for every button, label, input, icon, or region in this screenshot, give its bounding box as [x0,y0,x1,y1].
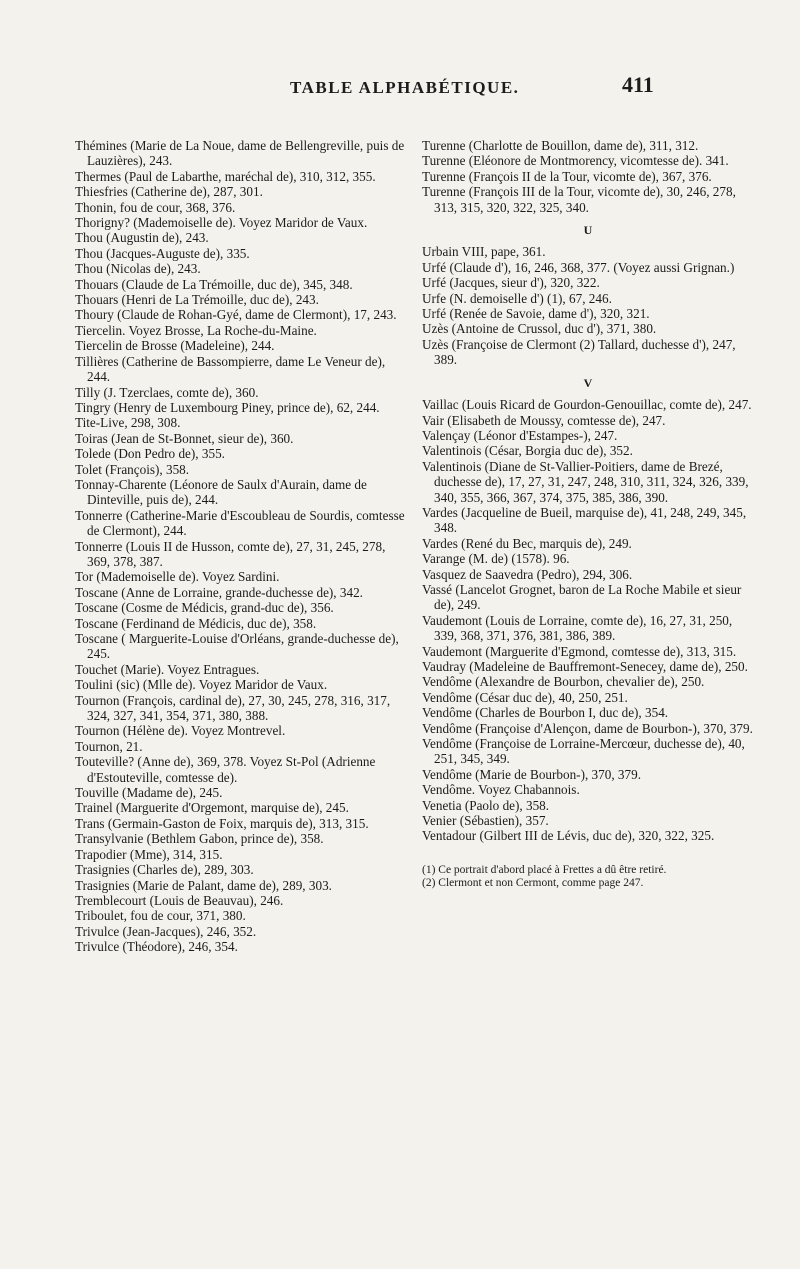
index-entry: Toscane (Cosme de Médicis, grand-duc de), 356. [75,600,334,616]
index-entry: Ventadour (Gilbert III de Lévis, duc de), 320, 322, 325. [422,828,715,844]
index-entry: Trasignies (Marie de Palant, dame de), 289, 303. [75,877,332,893]
footnotes [422,864,754,891]
index-entry: Trivulce (Jean-Jacques), 246, 352. [75,923,257,939]
index-entry: Vardes (Jacqueline de Bueil, marquise de), 41, 248, 249, 345, 348. [422,504,747,536]
index-entry: Vendôme (Charles de Bourbon I, duc de), 354. [422,705,669,721]
index-entry: Thouars (Henri de La Trémoille, duc de), 243. [75,292,319,308]
index-entry: Urfé (Jacques, sieur d'), 320, 322. [422,275,600,291]
index-entry: Thonin, fou de cour, 368, 376. [75,199,236,215]
index-entry: Urbain VIII, pape, 361. [422,244,546,260]
index-entry: Tingry (Henry de Luxembourg Piney, prince de), 62, 244. [75,399,380,415]
index-entry: Tor (Mademoiselle de). Voyez Sardini. [75,569,280,585]
left-column [75,138,407,955]
index-entry: Thermes (Paul de Labarthe, maréchal de), 310, 312, 355. [75,168,376,184]
index-entry: Trans (Germain-Gaston de Foix, marquis de), 313, 315. [75,815,369,831]
index-entry: Thiesfries (Catherine de), 287, 301. [75,184,263,200]
index-entry: Uzès (Françoise de Clermont (2) Tallard, duchesse d'), 247, 389. [422,336,736,368]
index-entry: Thou (Jacques-Auguste de), 335. [75,245,250,261]
index-entry: Tournon (Hélène de). Voyez Montrevel. [75,723,286,739]
index-entry: Toscane (Anne de Lorraine, grande-duchesse de), 342. [75,584,363,600]
index-entry: Tiercelin de Brosse (Madeleine), 244. [75,338,275,354]
index-entry: Tournon (François, cardinal de), 27, 30, 245, 278, 316, 317, 324, 327, 341, 354, 371, 380, 388. [75,692,391,724]
index-entry: Tite-Live, 298, 308. [75,415,181,431]
index-entry: Touchet (Marie). Voyez Entragues. [75,661,260,677]
right-column [422,138,754,891]
index-entry: Toulini (sic) (Mlle de). Voyez Maridor de Vaux. [75,677,328,693]
page-number: 411 [622,72,654,97]
page-header [0,68,800,108]
section-letter-v: V [583,375,593,390]
index-entry: Thouars (Claude de La Trémoille, duc de), 345, 348. [75,276,353,292]
index-entry: Tiercelin. Voyez Brosse, La Roche-du-Maine. [75,322,317,338]
entries-v [422,397,754,844]
page-title: TABLE ALPHABÉTIQUE. [290,78,520,97]
index-entry: Vassé (Lancelot Grognet, baron de La Roche Mabile et sieur de), 249. [422,581,742,613]
index-entry: Toscane ( Marguerite-Louise d'Orléans, grande-duchesse de), 245. [75,631,399,662]
index-entry: Vendôme (Françoise de Lorraine-Mercœur, duchesse de), 40, 251, 345, 349. [422,736,745,767]
index-entry: Touville (Madame de), 245. [75,785,223,801]
index-entry: Trasignies (Charles de), 289, 303. [75,862,254,878]
index-entry: Uzès (Antoine de Crussol, duc d'), 371, 380. [422,321,657,337]
index-entry: Urfé (Renée de Savoie, dame d'), 320, 321. [422,306,650,322]
index-entry: Tonnerre (Louis II de Husson, comte de), 27, 31, 245, 278, 369, 378, 387. [75,538,386,569]
index-entry: Turenne (François II de la Tour, vicomte de), 367, 376. [422,168,712,184]
index-entry: Tournon, 21. [75,738,143,754]
index-entry: Valentinois (Diane de St-Vallier-Poitiers, dame de Brezé, duchesse de), 17, 27, 31, 247, 248, 310, 311, 324, 326, 339, 340, 355, 366, 367, 374, 375, 385, 386, 390. [422,458,749,505]
index-entry: Vasquez de Saavedra (Pedro), 294, 306. [422,566,633,582]
index-entry: Triboulet, fou de cour, 371, 380. [75,908,246,924]
index-entry: Tremblecourt (Louis de Beauvau), 246. [75,892,284,908]
index-entry: Vair (Elisabeth de Moussy, comtesse de), 247. [422,412,666,428]
index-entry: Turenne (Charlotte de Bouillon, dame de), 311, 312. [422,138,699,153]
entries-u [422,244,754,367]
index-entry: Trainel (Marguerite d'Orgemont, marquise de), 245. [75,800,349,816]
footnote: (2) Clermont et non Cermont, comme page 247. [422,877,644,890]
index-entry: Urfe (N. demoiselle d') (1), 67, 246. [422,290,612,306]
index-entry: Vaudray (Madeleine de Bauffremont-Senecey, dame de), 250. [422,659,748,674]
index-entry: Vendôme (Marie de Bourbon-), 370, 379. [422,766,642,782]
index-entry: Thou (Augustin de), 243. [75,230,209,246]
index-entry: Thoury (Claude de Rohan-Gyé, dame de Clermont), 17, 243. [75,307,397,323]
index-entry: Trivulce (Théodore), 246, 354. [75,939,238,955]
index-entry: Vardes (René du Bec, marquis de), 249. [422,535,632,551]
index-entry: Transylvanie (Bethlem Gabon, prince de), 358. [75,831,324,847]
index-entry: Tilly (J. Tzerclaes, comte de), 360. [75,384,259,400]
entries-t-continued [422,138,754,215]
index-entry: Tonnay-Charente (Léonore de Saulx d'Aurain, dame de Dinteville, puis de), 244. [75,476,367,508]
index-entry: Tolede (Don Pedro de), 355. [75,446,225,462]
index-entry: Toiras (Jean de St-Bonnet, sieur de), 360. [75,430,294,446]
index-entry: Thorigny? (Mademoiselle de). Voyez Maridor de Vaux. [75,215,368,231]
index-entry: Thou (Nicolas de), 243. [75,261,201,277]
index-entry: Turenne (Eléonore de Montmorency, vicomtesse de). 341. [422,153,729,169]
index-entry: Thémines (Marie de La Noue, dame de Bellengreville, puis de Lauzières), 243. [75,138,405,169]
index-entry: Urfé (Claude d'), 16, 246, 368, 377. (Voyez aussi Grignan.) [422,259,735,275]
index-entry: Vaudemont (Marguerite d'Egmond, comtesse de), 313, 315. [422,643,737,659]
index-entry: Tolet (François), 358. [75,461,190,477]
index-entry: Vendôme (Alexandre de Bourbon, chevalier de), 250. [422,674,705,690]
index-entry: Venetia (Paolo de), 358. [422,797,550,813]
index-entry: Turenne (François III de la Tour, vicomte de), 30, 246, 278, 313, 315, 320, 322, 325, 340. [422,184,736,215]
index-entry: Vendôme (César duc de), 40, 250, 251. [422,689,628,705]
footnote: (1) Ce portrait d'abord placé à Frettes a dû être retiré. [422,863,667,876]
index-entry: Valençay (Léonor d'Estampes-), 247. [422,427,618,443]
index-entry: Tillières (Catherine de Bassompierre, dame Le Veneur de), 244. [75,353,386,385]
index-entry: Vaudemont (Louis de Lorraine, comte de), 16, 27, 31, 250, 339, 368, 371, 376, 381, 386, 389. [422,612,733,644]
section-letter-u: U [583,223,593,238]
index-entry: Venier (Sébastien), 357. [422,813,549,829]
index-entry: Vendôme (Françoise d'Alençon, dame de Bourbon-), 370, 379. [422,720,753,736]
index-entry: Trapodier (Mme), 314, 315. [75,846,223,862]
index-entry: Toscane (Ferdinand de Médicis, duc de), 358. [75,615,317,631]
index-entry: Vendôme. Voyez Chabannois. [422,782,580,798]
index-entry: Valentinois (César, Borgia duc de), 352. [422,443,633,459]
index-entry: Vaillac (Louis Ricard de Gourdon-Genouillac, comte de), 247. [422,397,752,413]
index-entry: Varange (M. de) (1578). 96. [422,551,570,567]
index-entry: Tonnerre (Catherine-Marie d'Escoubleau de Sourdis, comtesse de Clermont), 244. [75,507,405,539]
index-entry: Touteville? (Anne de), 369, 378. Voyez St-Pol (Adrienne d'Estouteville, comtesse de). [75,754,376,785]
